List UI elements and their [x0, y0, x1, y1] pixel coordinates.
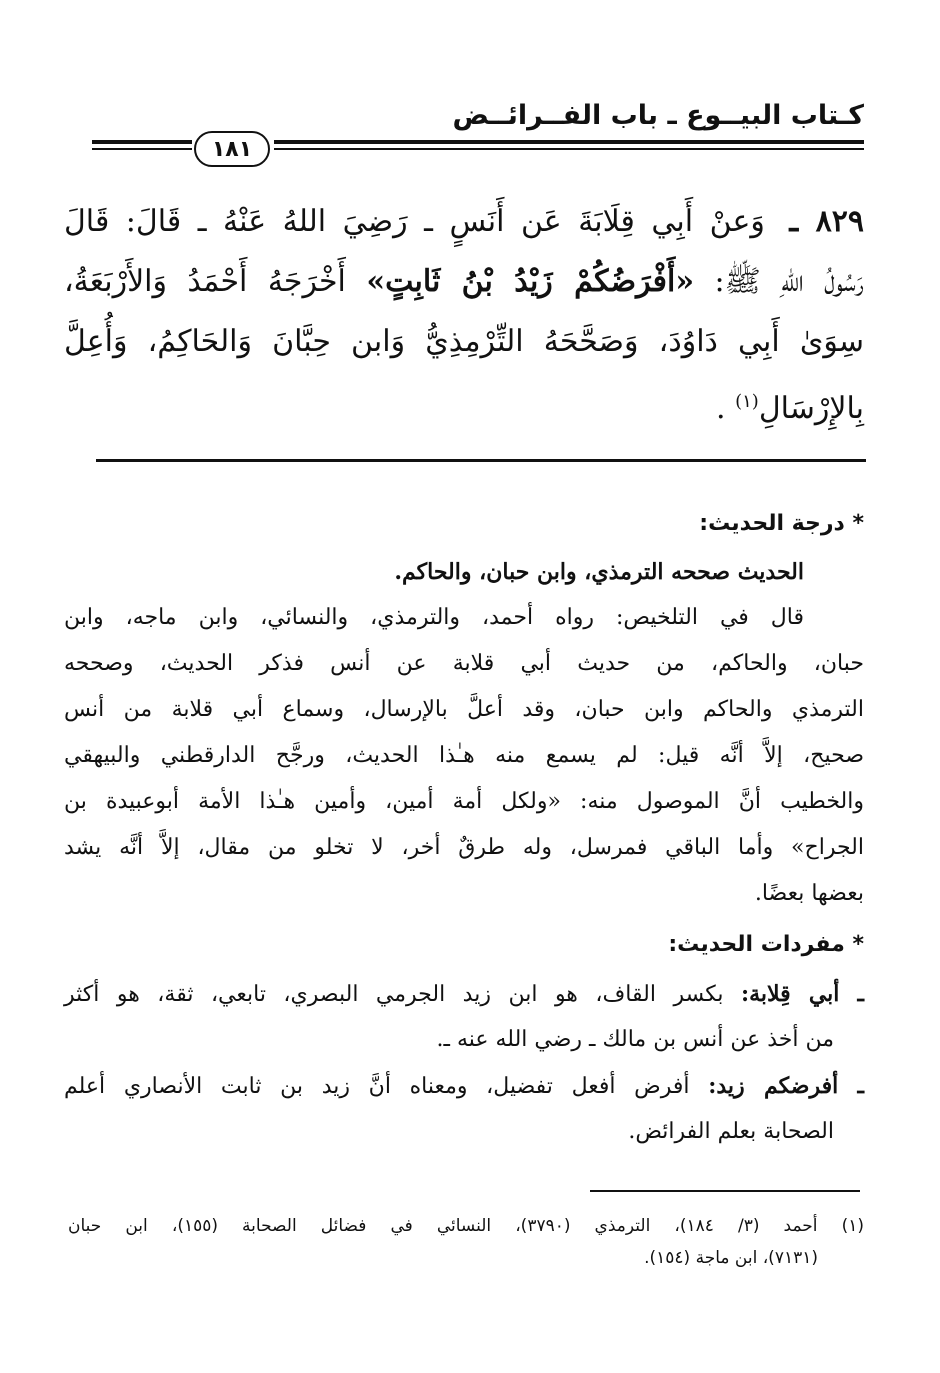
footnote-line-2: (٧١٣١)، ابن ماجة (١٥٤). — [644, 1248, 818, 1268]
vocab-item-1-line-1 — [64, 971, 864, 1017]
hadith-line-2-c: أَخْرَجَهُ أَحْمَدُ وَالأَرْبَعَةُ، — [64, 264, 346, 299]
hadith-line-4-text: بِالإِرْسَالِ — [758, 391, 864, 426]
hadith-line-4 — [64, 372, 864, 432]
footnote — [68, 1210, 864, 1274]
grade-line: الجراح» وأما الباقي فمرسل، وله طرقٌ أخر، لا تخلو من مقال، إلاَّ أنَّه يشد — [64, 835, 864, 860]
grade-line: صحيح، إلاَّ أنَّه قيل: لم يسمع منه هـٰذا الحديث، ورجَّح الدارقطني والبيهقي — [64, 743, 864, 768]
vocab-def-1: بكسر القاف، هو ابن زيد الجرمي البصري، تابعي، ثقة، هو أكثر — [64, 982, 724, 1007]
vocab-def-2: أفرض أفعل تفضيل، ومعناه أنَّ زيد بن ثابت الأنصاري أعلم — [64, 1074, 690, 1099]
grade-line: حبان، والحاكم، من حديث أبي قلابة عن أنس فذكر الحديث، وصححه — [64, 651, 864, 676]
vocab-term-1: ـ أبي قِلابة: — [740, 981, 864, 1007]
vocab-paragraph — [64, 971, 864, 1155]
vocab-item-2-line-2: الصحابة بعلم الفرائض. — [628, 1119, 834, 1144]
hadith-quote: «أَفْرَضُكُمْ زَيْدُ بْنُ ثَابِتٍ» — [366, 264, 695, 299]
vocab-heading: * مفردات الحديث: — [668, 932, 864, 957]
running-title: كـتاب البيــوع ـ باب الفــرائــض — [452, 100, 864, 131]
grade-paragraph — [64, 549, 864, 917]
hadith-text — [64, 192, 864, 432]
footnote-line-1: (١) أحمد (٣/ ١٨٤)، الترمذي (٣٧٩٠)، النسائي في فضائل الصحابة (١٥٥)، ابن حبان — [68, 1216, 864, 1236]
vocab-item-1-line-2: من أخذ عن أنس بن مالك ـ رضي الله عنه ـ. — [436, 1027, 834, 1052]
section-divider — [96, 459, 866, 462]
grade-line: بعضها بعضًا. — [754, 881, 864, 906]
footnote-marker: (١) — [735, 391, 759, 412]
hadith-line-2 — [64, 252, 864, 312]
grade-line: قال في التلخيص: رواه أحمد، والترمذي، والنسائي، وابن ماجه، وابن — [64, 605, 804, 630]
grade-line: الترمذي والحاكم وابن حبان، وقد أعلَّ بالإرسال، وسماع أبي قلابة من أنس — [64, 697, 864, 722]
page-number: ١٨١ — [194, 131, 270, 167]
footnote-rule — [590, 1190, 860, 1192]
grade-line: والخطيب أنَّ الموصول منه: «ولكل أمة أمين، وأمين هـٰذا الأمة أبوعبيدة بن — [64, 789, 864, 814]
hadith-line-3: سِوَىٰ أَبِي دَاوُدَ، وَصَحَّحَهُ التِّرْمِذِيُّ وَابن حِبَّانَ وَالحَاكِمُ، وَأُعِلَّ — [64, 324, 864, 359]
vocab-term-2: ـ أفرضكم زيد: — [708, 1073, 865, 1099]
hadith-line-2-a: رَسُولُ اللهِ ﷺ: — [714, 264, 864, 299]
hadith-number: ٨٢٩ ـ — [789, 204, 864, 239]
grade-lead: الحديث صححه الترمذي، وابن حبان، والحاكم. — [394, 559, 804, 585]
hadith-line-1-text: وَعنْ أَبِي قِلَابَةَ عَن أَنَسٍ ـ رَضِيَ اللهُ عَنْهُ ـ قَالَ: قَالَ — [64, 204, 765, 239]
grade-heading: * درجة الحديث: — [699, 511, 864, 536]
hadith-line-4-end: . — [716, 391, 726, 426]
hadith-line-1 — [64, 192, 864, 252]
vocab-item-2-line-1 — [64, 1063, 864, 1109]
